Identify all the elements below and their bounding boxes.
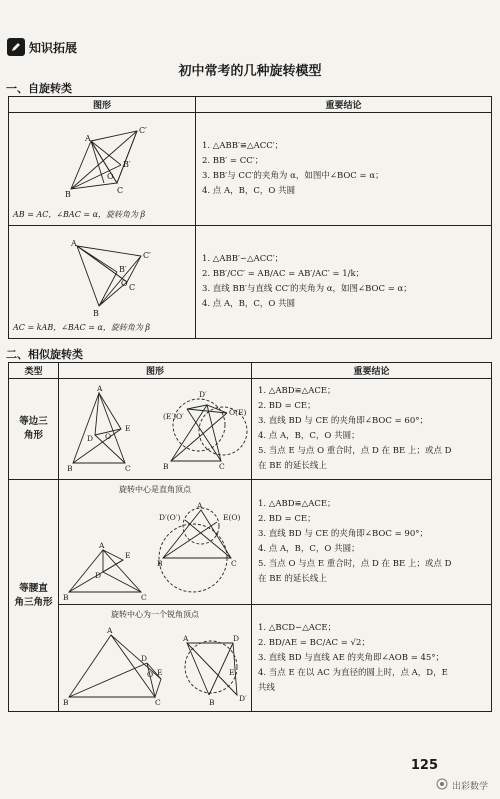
svg-text:E: E <box>125 551 131 560</box>
conclusion-cell <box>196 113 492 226</box>
section-badge <box>7 38 77 56</box>
svg-text:A: A <box>107 626 113 635</box>
conclusion-item: 1. △ABD≌△ACE； <box>258 499 336 509</box>
svg-text:E: E <box>229 668 235 677</box>
type-cell-equilateral <box>9 379 59 480</box>
conclusion-item: 4. 当点 E 在以 AC 为直径的圆上时，点 A，D，E <box>258 667 448 678</box>
section1-heading: 一、自旋转类 <box>6 82 72 95</box>
figure-caption: AC = kAB，∠BAC = α，旋转角为 β <box>13 323 151 332</box>
type-line: 角三角形 <box>14 596 53 608</box>
conclusion-list <box>258 621 485 696</box>
svg-text:E: E <box>125 424 131 433</box>
conclusion-item: 共线 <box>258 682 276 693</box>
svg-text:(E′)O′: (E′)O′ <box>163 412 184 421</box>
badge-text: 知识拓展 <box>29 40 78 55</box>
conclusion-cell <box>252 379 492 480</box>
svg-text:B: B <box>65 190 71 199</box>
svg-text:D: D <box>233 634 240 643</box>
col-conclusion-header: 重要结论 <box>196 97 492 113</box>
col-type-header: 类型 <box>9 363 59 379</box>
conclusion-item: 2. BB′/CC′ = AB/AC = AB′/AC′ = 1/k； <box>202 269 365 279</box>
section2-table <box>8 362 492 712</box>
svg-text:C′: C′ <box>139 126 147 135</box>
conclusion-item: 4. 点 A，B，C，O 共圆 <box>202 186 296 196</box>
svg-text:D′(O′): D′(O′) <box>159 513 181 522</box>
conclusion-item: 2. BD/AE = BC/AC = √2； <box>258 637 370 648</box>
isosceles-right-diagrams-2 <box>59 605 251 711</box>
svg-text:C: C <box>155 698 161 707</box>
svg-text:O: O <box>107 172 114 181</box>
conclusion-cell <box>252 480 492 605</box>
conclusion-item: 5. 当点 O 与点 E 重合时，点 D 在 BE 上；或点 D <box>258 559 452 569</box>
type-line: 等边三 <box>19 416 48 427</box>
conclusion-cell <box>252 605 492 712</box>
figure-label: 旋转中心是直角顶点 <box>119 485 191 494</box>
conclusion-item: 3. 直线 BD 与 CE 的夹角即∠BOC = 90°； <box>258 529 428 539</box>
svg-text:D′: D′ <box>239 694 247 703</box>
figure-cell <box>59 605 252 712</box>
conclusion-item: 在 BE 的延长线上 <box>258 574 327 584</box>
section2-heading: 二、相似旋转类 <box>6 348 83 361</box>
conclusion-item: 3. BB′与 CC′的夹角为 α，如图中∠BOC = α； <box>202 171 384 181</box>
svg-text:C: C <box>219 462 225 471</box>
svg-text:O: O <box>147 670 154 679</box>
conclusion-item: 2. BD = CE； <box>258 401 316 411</box>
figure-cell <box>59 379 252 480</box>
svg-text:E: E <box>157 668 163 677</box>
figure-label: 旋转中心为一个锐角顶点 <box>111 610 199 619</box>
conclusion-item: 4. 点 A，B，C，O 共圆； <box>258 544 360 554</box>
svg-text:B′: B′ <box>123 160 131 169</box>
conclusion-item: 5. 当点 E 与点 O 重合时，点 D 在 BE 上；或点 D <box>258 446 452 456</box>
svg-text:B: B <box>63 698 69 707</box>
pencil-icon <box>7 38 25 56</box>
svg-text:A: A <box>71 239 77 248</box>
conclusion-item: 2. BB′ = CC′； <box>202 156 264 166</box>
svg-text:D′: D′ <box>199 390 207 399</box>
conclusion-list <box>202 252 485 312</box>
isosceles-right-diagrams-1 <box>59 480 251 604</box>
svg-text:B′: B′ <box>119 265 127 274</box>
type-cell-isosceles-right <box>9 480 59 712</box>
conclusion-cell <box>196 226 492 339</box>
conclusion-item: 1. △ABB′∽△ACC′； <box>202 254 284 264</box>
figure-cell <box>9 113 196 226</box>
figure-cell <box>9 226 196 339</box>
svg-text:B: B <box>163 462 169 471</box>
svg-text:B: B <box>67 464 73 473</box>
equilateral-diagrams <box>59 379 251 479</box>
svg-text:B: B <box>209 698 215 707</box>
conclusion-list <box>202 139 485 199</box>
page-title: 初中常考的几种旋转模型 <box>178 64 322 79</box>
conclusion-list <box>258 497 485 587</box>
svg-text:C: C <box>141 593 147 602</box>
type-line: 角形 <box>23 430 43 441</box>
page-number: 125 <box>410 758 438 773</box>
svg-text:C: C <box>129 283 136 292</box>
conclusion-item: 1. △ABD≌△ACE； <box>258 386 336 396</box>
svg-text:E(O): E(O) <box>223 513 241 522</box>
col-figure-header: 图形 <box>59 363 252 379</box>
conclusion-item: 4. 点 A，B，C，O 共圆； <box>258 431 360 441</box>
conclusion-item: 1. △BCD∽△ACE； <box>258 622 337 633</box>
conclusion-item: 4. 点 A，B，C，O 共圆 <box>202 299 296 309</box>
svg-text:B: B <box>157 559 163 568</box>
svg-text:D: D <box>87 434 94 443</box>
col-figure-header: 图形 <box>9 97 196 113</box>
conclusion-item: 3. 直线 BB′与直线 CC′的夹角为 α，如图∠BOC = α； <box>202 284 412 294</box>
svg-text:O: O <box>121 279 128 288</box>
conclusion-item: 3. 直线 BD 与 CE 的夹角即∠BOC = 60°； <box>258 416 428 426</box>
svg-text:O(E): O(E) <box>229 408 247 417</box>
col-conclusion-header: 重要结论 <box>252 363 492 379</box>
svg-text:A: A <box>197 501 203 510</box>
type-line: 等腰直 <box>19 582 48 594</box>
svg-text:C′: C′ <box>143 251 151 260</box>
svg-text:C: C <box>117 186 124 195</box>
watermark <box>436 778 488 793</box>
svg-text:B: B <box>63 593 69 602</box>
svg-text:D: D <box>95 571 102 580</box>
svg-text:D: D <box>141 654 148 663</box>
svg-text:A: A <box>85 134 91 143</box>
conclusion-item: 在 BE 的延长线上 <box>258 461 327 471</box>
watermark-text: 出彩数学 <box>451 782 488 792</box>
conclusion-item: 3. 直线 BD 与直线 AE 的夹角即∠AOB = 45°； <box>258 652 445 663</box>
svg-text:A: A <box>97 384 103 393</box>
section1-table <box>8 96 492 339</box>
figure-caption: AB = AC，∠BAC = α，旋转角为 β <box>13 210 146 219</box>
svg-text:A: A <box>99 541 105 550</box>
svg-text:C: C <box>231 559 237 568</box>
svg-text:B: B <box>93 309 99 318</box>
svg-text:A: A <box>183 634 189 643</box>
conclusion-list <box>258 384 485 474</box>
conclusion-item: 1. △ABB′≌△ACC′； <box>202 141 284 151</box>
conclusion-item: 2. BD = CE； <box>258 514 316 524</box>
figure-cell <box>59 480 252 605</box>
svg-text:C: C <box>125 464 131 473</box>
wechat-icon <box>436 778 448 793</box>
svg-text:O: O <box>105 432 112 441</box>
